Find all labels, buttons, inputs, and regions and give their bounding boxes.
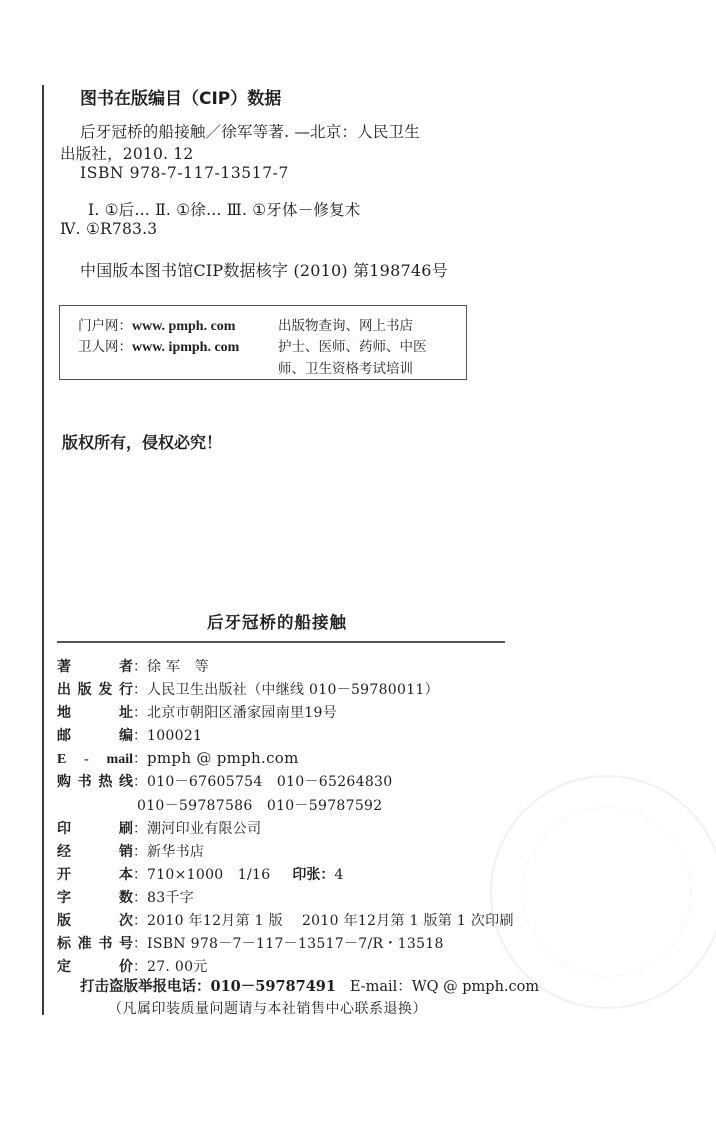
- row-value: 010－67605754 010－65264830: [147, 774, 393, 790]
- row-label: E - mail: [57, 752, 133, 767]
- colon: ：: [133, 705, 147, 721]
- colon: ：: [133, 728, 147, 744]
- row-label: 标准书号: [57, 936, 133, 952]
- row-value: ISBN 978－7－117－13517－7/R・13518: [147, 936, 444, 952]
- row-label: 地 址: [57, 705, 133, 721]
- cip-line-publisher: 出版社，2010. 12: [60, 145, 194, 163]
- colon: ：: [133, 936, 147, 952]
- colon: ：: [133, 682, 147, 698]
- cip-line-classification: Ⅰ. ①后… Ⅱ. ①徐… Ⅲ. ①牙体－修复术: [88, 201, 361, 219]
- website-url-link[interactable]: www. pmph. com: [132, 319, 236, 334]
- colon: ：: [133, 751, 147, 767]
- website-url-link[interactable]: www. ipmph. com: [132, 340, 240, 355]
- row-label: 版 次: [57, 913, 133, 929]
- cip-line-record-number: 中国版本图书馆CIP数据核字 (2010) 第198746号: [80, 261, 448, 280]
- piracy-email-link[interactable]: WQ @ pmph.com: [411, 979, 540, 995]
- website-row-ipmph: [78, 335, 239, 356]
- row-label: 出版发行: [57, 682, 133, 698]
- title-separator: [57, 641, 505, 643]
- row-label: 字 数: [57, 890, 133, 906]
- row-value: 710×1000 1/16: [147, 867, 271, 883]
- piracy-report-line: [80, 975, 539, 996]
- book-title: 后牙冠桥的船接触: [207, 613, 347, 632]
- row-value: 2010 年12月第 1 版 2010 年12月第 1 版第 1 次印刷: [147, 913, 514, 929]
- row-value: 010－59787586 010－59787592: [137, 798, 383, 814]
- row-value: 27. 00元: [147, 959, 208, 975]
- watermark-seal: [447, 732, 716, 1052]
- row-label: 印 刷: [57, 821, 133, 837]
- watermark-seal-inner: [491, 776, 716, 1008]
- colophon-row-postcode: [57, 725, 202, 745]
- colon: ：: [133, 959, 147, 975]
- row-label: 邮 编: [57, 728, 133, 744]
- email-link[interactable]: pmph @ pmph.com: [147, 749, 299, 767]
- piracy-label: 打击盗版举报电话：: [80, 979, 211, 995]
- colon: ：: [133, 867, 147, 883]
- row-label: 经 销: [57, 844, 133, 860]
- colophon-row-email: [57, 748, 299, 768]
- website-label: 门户网：: [78, 318, 132, 334]
- colophon-row-format: [57, 864, 344, 884]
- website-description: 护士、医师、药师、中医: [278, 339, 427, 355]
- row-label: 定 价: [57, 959, 133, 975]
- colon: ：: [133, 774, 147, 790]
- piracy-phone: 010－59787491: [210, 978, 336, 995]
- colophon-row-price: [57, 956, 208, 976]
- row-label: 著 者: [57, 659, 133, 675]
- row-value: 人民卫生出版社（中继线 010－59780011）: [147, 682, 439, 698]
- cip-heading: 图书在版编目（CIP）数据: [80, 89, 282, 109]
- cip-line-clc: Ⅳ. ①R783.3: [60, 220, 158, 238]
- return-policy-note: （凡属印装质量问题请与本社销售中心联系退换）: [108, 1001, 427, 1017]
- website-description: 出版物查询、网上书店: [278, 318, 413, 334]
- colon: ：: [133, 659, 147, 675]
- colophon-row-isbn: [57, 933, 444, 953]
- row-label: 购书热线: [57, 774, 133, 790]
- colophon-row-edition: [57, 910, 514, 930]
- cip-line-title: 后牙冠桥的船接触／徐军等著. —北京：人民卫生: [80, 123, 420, 141]
- row-value: 徐 军 等: [147, 659, 209, 675]
- left-margin-rule: [42, 85, 44, 1015]
- colophon-row-distributor: [57, 841, 204, 861]
- colon: ：: [133, 890, 147, 906]
- colophon-row-address: [57, 702, 337, 722]
- row-label: 开 本: [57, 867, 133, 883]
- colon: ：: [133, 821, 147, 837]
- website-description-continued: 师、卫生资格考试培训: [278, 361, 413, 377]
- cip-line-isbn: ISBN 978-7-117-13517-7: [80, 164, 289, 182]
- colon: ：: [133, 913, 147, 929]
- row-value: 100021: [147, 728, 203, 744]
- sheet-count-value: 4: [334, 867, 344, 883]
- sheet-count-label: 印张：: [292, 867, 335, 883]
- website-row-portal: [78, 314, 235, 335]
- row-value: 北京市朝阳区潘家园南里19号: [147, 705, 338, 721]
- website-label: 卫人网：: [78, 339, 132, 355]
- piracy-email-label: E-mail：: [349, 979, 412, 995]
- colophon-row-hotline-continued: [137, 795, 382, 815]
- copyright-notice: 版权所有，侵权必究！: [62, 433, 223, 452]
- colophon-row-word-count: [57, 887, 194, 907]
- colon: ：: [133, 844, 147, 860]
- row-value: 新华书店: [147, 844, 205, 860]
- row-value: 潮河印业有限公司: [147, 821, 262, 837]
- websites-box: [59, 305, 467, 380]
- colophon-row-publisher: [57, 679, 439, 699]
- colophon-row-printer: [57, 818, 261, 838]
- colophon-row-author: [57, 656, 209, 676]
- row-value: 83千字: [147, 890, 195, 906]
- colophon-row-hotline: [57, 771, 392, 791]
